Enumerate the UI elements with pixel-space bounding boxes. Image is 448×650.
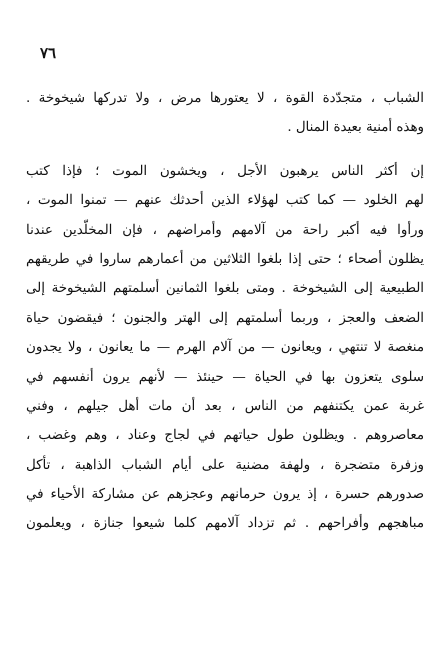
text-line: ورأوا فيه أكبر راحة من آلامهم وأمراضهم ، فإن المخلّدين عندنا [26,222,424,238]
page-number: ٧٦ [40,44,57,62]
paragraph-gap [26,143,424,157]
text-line: غربة عمن يكتنفهم من الناس ، بعد أن مات أهل جيلهم ، وفني [26,398,424,414]
text-line: وزفرة متضجرة ، ولهفة مضنية على أيام الشباب الذاهبة ، تأكل [26,457,424,473]
text-line: وهذه أمنية بعيدة المنال . [287,120,424,136]
text-line: يظلون أصحاء ؛ حتى إذا بلغوا الثلاثين من أعمارهم ساروا في طريقهم [26,251,424,267]
text-line: لهم الخلود — كما كتب لهؤلاء الذين أحدثك عنهم — تمنوا الموت ، [26,193,424,209]
body-text [26,84,424,539]
text-line: إن أكثر الناس يرهبون الأجل ، ويخشون الموت ؛ فإذا كتب [26,163,424,179]
text-line: منغصة لا تنتهي ، ويعانون — من آلام الهرم — ما يعانون ، ولا يجدون [26,340,424,356]
text-line: سلوى يتعزون بها في الحياة — حينئذ — لأنهم يرون أنفسهم في [26,369,424,385]
text-line: الطبيعية إلى الشيخوخة . ومتى بلغوا الثمانين أسلمتهم الشيخوخة إلى [26,281,424,297]
text-line: الضعف والعجز ، وربما أسلمتهم إلى الهتر والجنون ؛ فيقضون حياة [26,310,424,326]
paragraph-1 [26,84,424,143]
text-line: مباهجهم وأفراحهم . ثم تزداد آلامهم كلما شيعوا جنازة ، ويعلمون [26,516,424,532]
text-line: صدورهم حسرة ، إذ يرون حرمانهم وعجزهم عن مشاركة الأحياء في [26,487,424,503]
text-line: الشباب ، متجدّدة القوة ، لا يعتورها مرض ، ولا تدركها شيخوخة . [26,91,424,106]
paragraph-2 [26,157,424,539]
text-line: معاصروهم . ويظلون طول حياتهم في لجاج وعناد ، وهم وغضب ، [26,428,424,444]
